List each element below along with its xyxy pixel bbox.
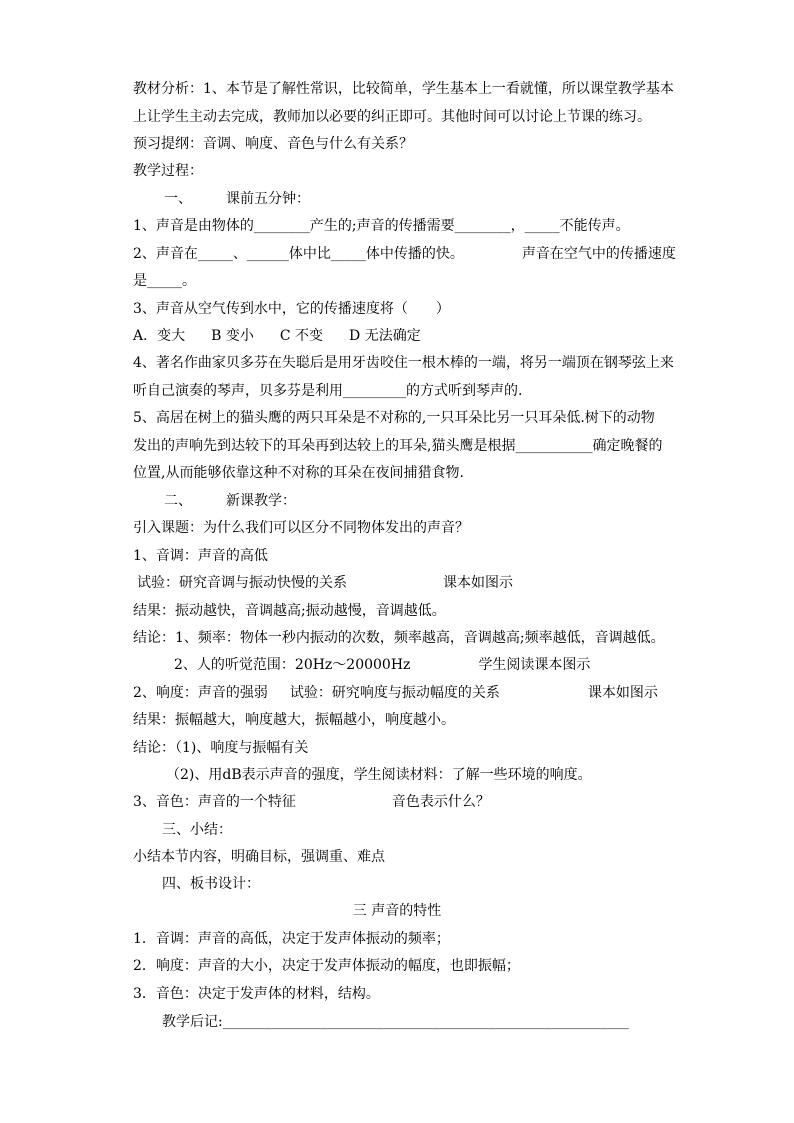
loudness-figure: 课本如图示 — [587, 685, 658, 701]
option-b: B 变小 — [211, 328, 254, 344]
question-4-line-2: 听自己演奏的琴声，贝多芬是利用_________的方式听到琴声的. — [133, 383, 523, 399]
section-one-heading — [164, 190, 310, 208]
section-four-heading: 四、板书设计： — [162, 876, 260, 892]
section-one-number: 一、 — [164, 191, 192, 207]
board-title: 三 声音的特性 — [352, 903, 442, 919]
hearing-range — [174, 656, 590, 674]
timbre-heading — [133, 793, 490, 811]
pitch-experiment-text: 试验：研究音调与振动快慢的关系 — [137, 575, 347, 591]
preview-outline: 预习提纲：音调、响度、音色与什么有关系？ — [133, 136, 413, 152]
pitch-heading: 1、音调：声音的高低 — [133, 548, 268, 564]
board-line-2: 2．响度：声音的大小，决定于发声体振动的幅度，也即振幅； — [133, 958, 520, 974]
board-line-3: 3．音色：决定于发声体的材料，结构。 — [133, 986, 380, 1002]
section-one-title: 课前五分钟： — [226, 191, 310, 207]
loudness-title: 2、响度：声音的强弱 — [133, 685, 268, 701]
question-5-line-1: 5、高居在树上的猫头鹰的两只耳朵是不对称的,一只耳朵比另一只耳朵低.树下的动物 — [133, 410, 655, 426]
timbre-title: 3、音色：声音的一个特征 — [133, 794, 296, 810]
question-2 — [133, 245, 676, 263]
pitch-result: 结果：振动越快，音调越高;振动越慢，音调越低。 — [133, 603, 446, 619]
lesson-intro: 引入课题：为什么我们可以区分不同物体发出的声音？ — [133, 520, 469, 536]
option-c: C 不变 — [279, 328, 324, 344]
question-2-part-a: 2、声音在_____、______体中比_____体中传播的快。 — [133, 246, 464, 262]
pitch-conclusion: 结论：1、频率：物体一秒内振动的次数，频率越高，音调越高;频率越低，音调越低。 — [133, 630, 665, 646]
board-line-1: 1．音调：声音的高低，决定于发声体振动的频率； — [133, 931, 450, 947]
material-analysis-line-2: 上让学生主动去完成，教师加以必要的纠正即可。其他时间可以讨论上节课的练习。 — [133, 109, 651, 125]
section-three-heading: 三、小结： — [162, 822, 232, 838]
hearing-range-text: 2、人的听觉范围：20Hz～20000Hz — [174, 657, 411, 673]
hearing-range-reading: 学生阅读课本图示 — [478, 657, 591, 673]
loudness-experiment: 试验：研究响度与振动幅度的关系 — [289, 685, 500, 701]
question-2-part-b: 声音在空气中的传播速度 — [521, 246, 676, 262]
loudness-conclusion-2: （2)、用dB表示声音的强度，学生阅读材料：了解一些环境的响度。 — [166, 767, 592, 783]
loudness-heading — [133, 684, 658, 702]
option-d: D 无法确定 — [349, 328, 421, 344]
question-3: 3、声音从空气传到水中，它的传播速度将（ ） — [133, 301, 450, 317]
question-5-line-3: 位置,从而能够依靠这种不对称的耳朵在夜间捕猎食物. — [133, 465, 464, 481]
pitch-experiment — [137, 574, 513, 592]
section-two-title: 新课教学： — [226, 493, 296, 509]
question-5-line-2: 发出的声响先到达较下的耳朵再到达较上的耳朵,猫头鹰是根据___________确定晚餐的 — [133, 438, 663, 454]
section-two-heading — [164, 492, 296, 510]
question-1: 1、声音是由物体的________产生的;声音的传播需要________，_____不能传声。 — [133, 218, 630, 234]
loudness-result: 结果：振幅越大，响度越大，振幅越小，响度越小。 — [133, 712, 455, 728]
teaching-afterword: 教学后记:__________________________________________________________ — [162, 1014, 629, 1030]
timbre-question: 音色表示什么？ — [391, 794, 490, 810]
material-analysis-line-1: 教材分析：1、本节是了解性常识，比较简单，学生基本上一看就懂，所以课堂教学基本 — [133, 81, 674, 97]
question-4-line-1: 4、著名作曲家贝多芬在失聪后是用牙齿咬住一根木棒的一端，将另一端顶在钢琴弦上来 — [133, 355, 674, 371]
question-3-options — [133, 327, 421, 345]
section-two-number: 二、 — [164, 493, 192, 509]
summary-text: 小结本节内容，明确目标，强调重、难点 — [133, 849, 385, 865]
teaching-process-heading: 教学过程： — [133, 163, 203, 179]
pitch-experiment-figure: 课本如图示 — [443, 575, 513, 591]
question-2-continued: 是_____。 — [133, 273, 196, 289]
option-a: A．变大 — [133, 328, 186, 344]
loudness-conclusion-1: 结论：（1)、响度与振幅有关 — [133, 740, 309, 756]
